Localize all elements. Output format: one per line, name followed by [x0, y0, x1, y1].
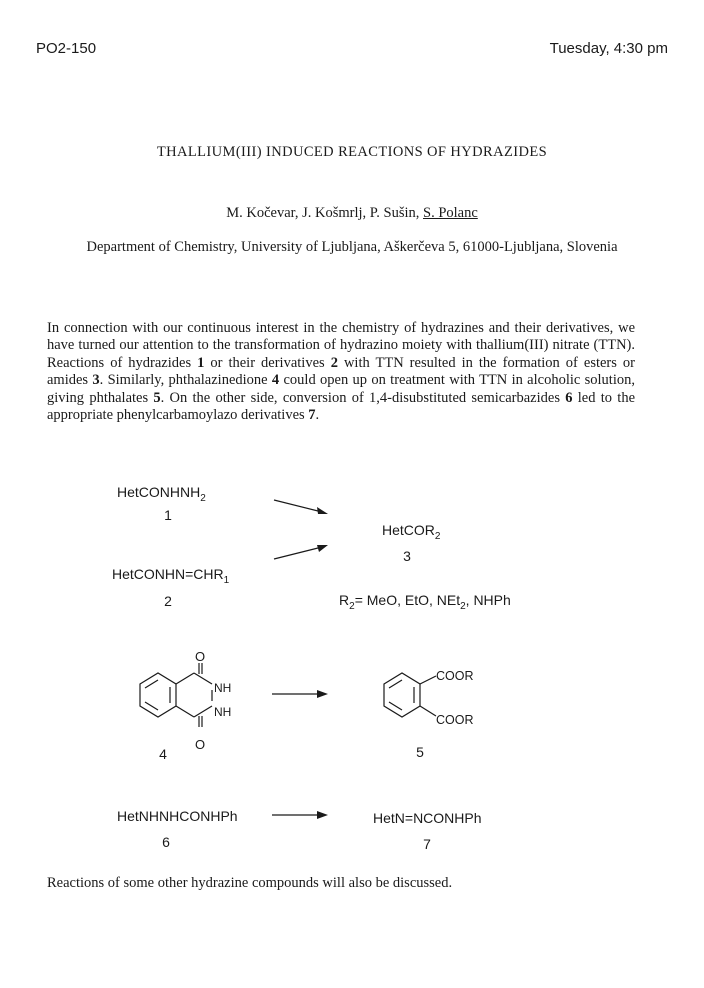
compound-3-number: 3 — [403, 548, 411, 564]
r2-definition: $R_2=$ MeO, EtO, NEt$_2$, NHPh — [339, 592, 511, 612]
compound-ref: 1 — [197, 354, 205, 371]
compound-7-number: 7 — [423, 836, 431, 852]
compound-6-formula: HetNHNHCONHPh — [117, 808, 238, 824]
compound-4-nh-top: NH — [214, 681, 232, 695]
compound-ref: 2 — [330, 354, 338, 371]
session-time: Tuesday, 4:30 pm — [549, 40, 668, 57]
compound-4-number: 4 — [159, 746, 167, 762]
compound-ref: 5 — [153, 389, 161, 406]
compound-7-formula: HetN=NCONHPh — [373, 810, 482, 826]
compound-ref: 7 — [308, 407, 316, 424]
compound-5-coor-bottom: COOR — [436, 713, 474, 727]
affiliation: Department of Chemistry, University of Ljubljana, Aškerčeva 5, 61000-Ljubljana, Slovenia — [86, 239, 618, 255]
compound-3-formula: HetCOR$_2$ — [382, 522, 441, 542]
abstract-text: or their derivatives — [204, 354, 331, 371]
compound-1-number: 1 — [164, 507, 172, 523]
abstract-text: led to the appropriate phenylcarbamoylazo derivatives — [47, 389, 635, 424]
reaction-arrow-2-to-3 — [274, 545, 328, 559]
compound-1-formula: HetCONHNH$_2$ — [117, 484, 206, 504]
reaction-arrow-1-to-3 — [274, 500, 328, 514]
compound-2-formula: $HetCONHN=CHR_1$ — [112, 566, 230, 586]
reaction-arrow-6-to-7 — [272, 811, 328, 819]
reaction-arrow-4-to-5 — [272, 690, 328, 698]
compound-5-number: 5 — [416, 744, 424, 760]
compound-4-oxygen-bottom: O — [195, 737, 206, 752]
compound-4-nh-bottom: NH — [214, 705, 232, 719]
abstract-text: could open up on treatment with TTN in alcoholic solution, giving phthalates — [47, 372, 635, 406]
compound-5-structure — [384, 673, 436, 717]
presenting-author: S. Polanc — [423, 205, 478, 221]
abstract-text: . Similarly, phthalazinedione — [99, 372, 272, 389]
abstract-text: In connection with our continuous interest in the chemistry of hydrazines and their derivatives, we have turned our attention to the transformation of hydrazino moiety with thallium(III) nitrate (TTN). Reactions of hydrazides — [47, 320, 635, 371]
compound-ref: 4 — [271, 372, 280, 389]
compound-6-number: 6 — [162, 834, 170, 850]
compound-4-structure — [140, 663, 212, 727]
compound-ref: 6 — [565, 389, 573, 406]
abstract-code: PO2-150 — [36, 40, 97, 57]
paper-title: THALLIUM(III) INDUCED REACTIONS OF HYDRAZIDES — [156, 144, 548, 160]
abstract-text: . — [315, 407, 320, 424]
abstract-text: with TTN resulted in the formation of esters or amides — [47, 354, 635, 389]
compound-4-oxygen-top: O — [195, 649, 206, 664]
abstract-text: . On the other side, conversion of 1,4-disubstituted semicarbazides — [160, 389, 566, 406]
closing-sentence: Reactions of some other hydrazine compounds will also be discussed. — [47, 875, 453, 891]
author-list: M. Kočevar, J. Košmrlj, P. Sušin, — [226, 205, 420, 221]
compound-5-coor-top: COOR — [436, 669, 474, 683]
compound-ref: 3 — [92, 372, 100, 389]
compound-2-number: 2 — [164, 593, 172, 609]
